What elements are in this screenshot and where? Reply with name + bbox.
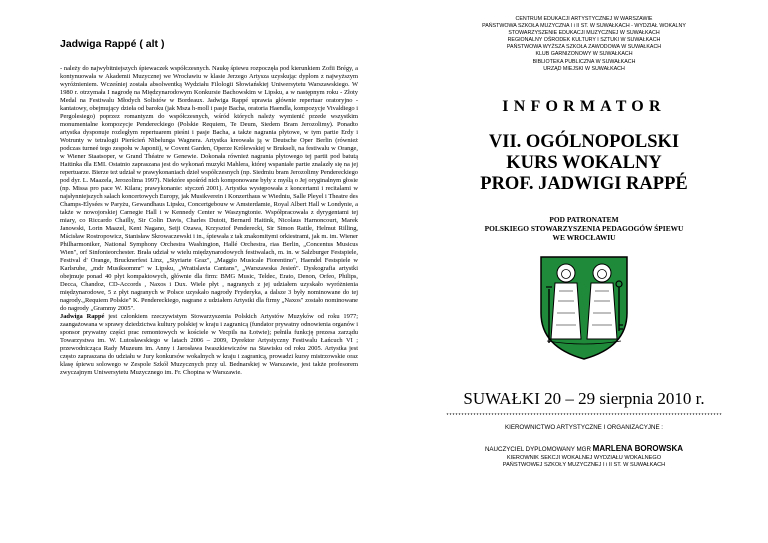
director-role-line: KIEROWNIK SEKCJI WOKALNEJ WYDZIAŁU WOKALNEGO <box>506 454 662 461</box>
event-title <box>425 132 743 195</box>
biography-text <box>60 65 358 377</box>
event-title-line: PROF. JADWIGI RAPPÉ <box>480 173 688 194</box>
biography-paragraph-2 <box>60 313 358 377</box>
patronage-line: WE WROCŁAWIU <box>552 232 616 242</box>
director-role <box>425 455 743 470</box>
informator-title: INFORMATOR <box>502 97 666 115</box>
biography-name-lead: Jadwiga Rappé <box>60 313 105 320</box>
cover-column <box>425 16 743 470</box>
stars-divider: ******************************************************************************************** <box>445 412 723 419</box>
organizer-item: CENTRUM EDUKACJI ARTYSTYCZNEJ W WARSZAWIE <box>515 16 653 22</box>
organizer-item: PAŃSTWOWA SZKOŁA MUZYCZNA I i II ST. W SUWAŁKACH - WYDZIAŁ WOKALNY <box>482 23 686 30</box>
organizer-item: URZĄD MIEJSKI W SUWAŁKACH <box>543 65 625 72</box>
direction-heading: KIEROWNICTWO ARTYSTYCZNE I ORGANIZACYJNE : <box>504 423 664 431</box>
event-dates: SUWAŁKI 20 – 29 sierpnia 2010 r. <box>463 388 705 408</box>
patronage <box>425 215 743 242</box>
organizer-item: KLUB GARNIZONOWY W SUWAŁKACH <box>535 51 633 58</box>
biography-column <box>60 38 358 377</box>
director-role-line: PAŃSTWOWEJ SZKOŁY MUZYCZNEJ I i II ST. W SUWAŁKACH <box>502 462 666 469</box>
director-name: MARLENA BOROWSKA <box>592 443 684 453</box>
director-line <box>425 444 743 453</box>
biography-paragraph: - należy do najwybitniejszych śpiewaczek współczesnych. Naukę śpiewu rozpoczęła pod kierunkiem Zofii Brégy, a kontynuowała w Akademii Muzycznej we Wrocławiu w klasie Jerzego Artysza uzyskując dyplom z najwyższym wyróżnieniem. Wcześniej została absolwentką Wydziału Filologii Słowiańskiej Uniwersytetu Warszawskiego. W 1980 r. otrzymała I nagrodę na Międzynarodowym Konkursie Bachowskim w Lipsku, a w następnym roku - Złoty Medal na Festiwalu Młodych Solistów w Bordeaux. Jadwiga Rappé uprawia głównie repertuar oratoryjno - kantatowy, obejmujący dzieła od baroku (jak Msza h-moll i pasje Bacha, oratoria Haendla, kompozycje Vivaldiego i Pergolesiego) poprzez romantyzm do współczesnych, wśród których należy wymienić przede wszystkim monumentalne kompozycje Pendereckiego (Polskie Requiem, Te Deum, Siedem Bram Jerozolimy). Ponadto artystka dysponuje rozległym repertuarem pieśni i pasje Bacha, a także nagrania płytowe, w tym partie Erdy i Wotrunty w tetralogii Pierścień Nibelunga Wagnera. Artystka kreowała ją w Deutsche Oper Berlin (również podczas turneé tego zespołu w Japonii), w Covent Garden, Operze Królewskiej w Brukseli, na festiwalu w Orange, w Wiener Staatsoper, w Grand Théatre w Genewie. Dokonała również nagrania płytowego tej partii pod batutą Haitinka dla EMI. Ostatnio zapraszana jest do wykonań muzyki Mahlera, której wspaniałe partie znalazły się na jej repertuarze. Bierze też udział w prawykonaniach dzieł współczesnych (np. Siedmiu bram Jerozolimy Pendereckiego pod dyr. L. Maazela, Jerozolima 1997). Niektóre spośród nich komponowane były z myślą o Jej oryginalnym głosie (np. Missa pro pace W. Kilara; prawykonanie: styczeń 2001). Artystka występowała z koncertami i recitalami w najsłynniejszych salach koncertowych Europy, jak Musikverein i Konzerthaus w Wiedniu, Salle Pleyel i Theatre des Champs-Elysées w Paryżu, Gewandhaus Lipsku, Concertgebouw w Amsterdamie, Royal Albert Hall w Londynie, a także w nowojorskiej Carnegie Hall i w Kennedy Center w Waszyngtonie. Współpracowała z dyrygentami tej miary, co Riccardo Chailly, Sir Colin Davis, Charles Dutoit, Bernard Haitink, Nicolaus Harnoncourt, Marek Janowski, Lorin Maazel, Kent Nagano, Seiji Ozawa, Krzysztof Penderecki, Sir Simon Rattle, Helmut Rilling, Mścisław Rostropowicz, Stanisław Skrowaczewski i in., śpiewała z tak znakomitymi orkiestrami, jak m. im. Wiener Philharmoniker, National Symphony Orchestra Washington, Hallé Orchestra, rias Berlin, „Concentus Musicus Wien", orf Sinfonieorchester. Brała udział w wielu międzynarodowych festiwalach, m. in. w Salzburger Festspiele, Festival d' Orange, Brucknerfest Linz, „Styriarte Graz", „Maggio Musicale Fiorentino", Haendel Festspiele w Karlsruhe, „mdr Musiksommr" w Lipsku, „Wratislavia Cantans", „Warszawska Jesień". Dyskografia artystki obejmuje ponad 40 płyt kompaktowych, głównie dla firm: BMG Music, Teldec, Erato, Denon, Orfeo, Philips, Decca, Chandoz, CD-Accords , Naxos i Dux. Wiele płyt , nagranych z jej udziałem uzyskało wyróżnienia międzynarodowe, 5 z płyt nagranych w Polsce uzyskało nagrody Fryderyka, a dalsze 3 były nominowane do tej nagrody.„Requiem Polskie" K. Pendereckiego, nagrane z udziałem Artystki dla firmy „Naxos" zostało nominowane do nagrody „Grammy 2005". <box>60 65 358 312</box>
biography-second-text: jest członkiem rzeczywistym Stowarzyszenia Polskich Artystów Muzyków od roku 1977; zaangażowana w sprawy dziedzictwa kultury polskiej w kraju i zagranicą (fundator prywatny odnowienia organów i sponsor prywatny części prac remontowych w kościele w Vecpils na Łotwie); pełniła funkcję prezesa zarządu Towarzystwa im. W. Lutosławskiego w latach 2006 – 2009, Dyrektor Artystyczny Festiwalu Łańcuch VI ; przewodnicząca Rady Muzeum im. Anny i Jarosława Iwaszkiewiczów na Stawisku od roku 2005. Artystka jest często zapraszana do udziału w Jury konkursów wokalnych w kraju i zagranicą, prowadzi kursy mistrzowskie oraz klasę śpiewu solowego w Zespole Szkół Muzycznych przy ul. Bednarskiej w Warszawie, jest także profesorem zwyczajnym Uniwersytetu Muzycznego im. Fr. Chopina w Warszawie. <box>60 313 358 376</box>
organizers-list <box>425 16 743 73</box>
organizer-item: STOWARZYSZENIE EDUKACJI MUZYCZNEJ W SUWAŁKACH <box>508 30 660 37</box>
event-title-line: VII. OGÓLNOPOLSKI <box>488 131 680 152</box>
organizer-item: PAŃSTWOWA WYŻSZA SZKOŁA ZAWODOWA W SUWAŁKACH <box>506 44 662 51</box>
patronage-line: POLSKIEGO STOWARZYSZENIA PEDAGOGÓW ŚPIEWU <box>484 223 684 233</box>
patronage-line: POD PATRONATEM <box>549 214 619 224</box>
organizer-item: REGIONALNY OŚRODEK KULTURY I SZTUKI W SUWAŁKACH <box>507 37 661 44</box>
event-title-line: KURS WOKALNY <box>506 152 662 173</box>
suwalki-coat-of-arms-icon <box>519 251 649 363</box>
organizer-item: BIBLIOTEKA PUBLICZNA W SUWAŁKACH <box>532 58 636 65</box>
director-title: NAUCZYCIEL DYPLOMOWANY MGR <box>484 445 593 453</box>
biography-heading: Jadwiga Rappé ( alt ) <box>60 38 165 50</box>
